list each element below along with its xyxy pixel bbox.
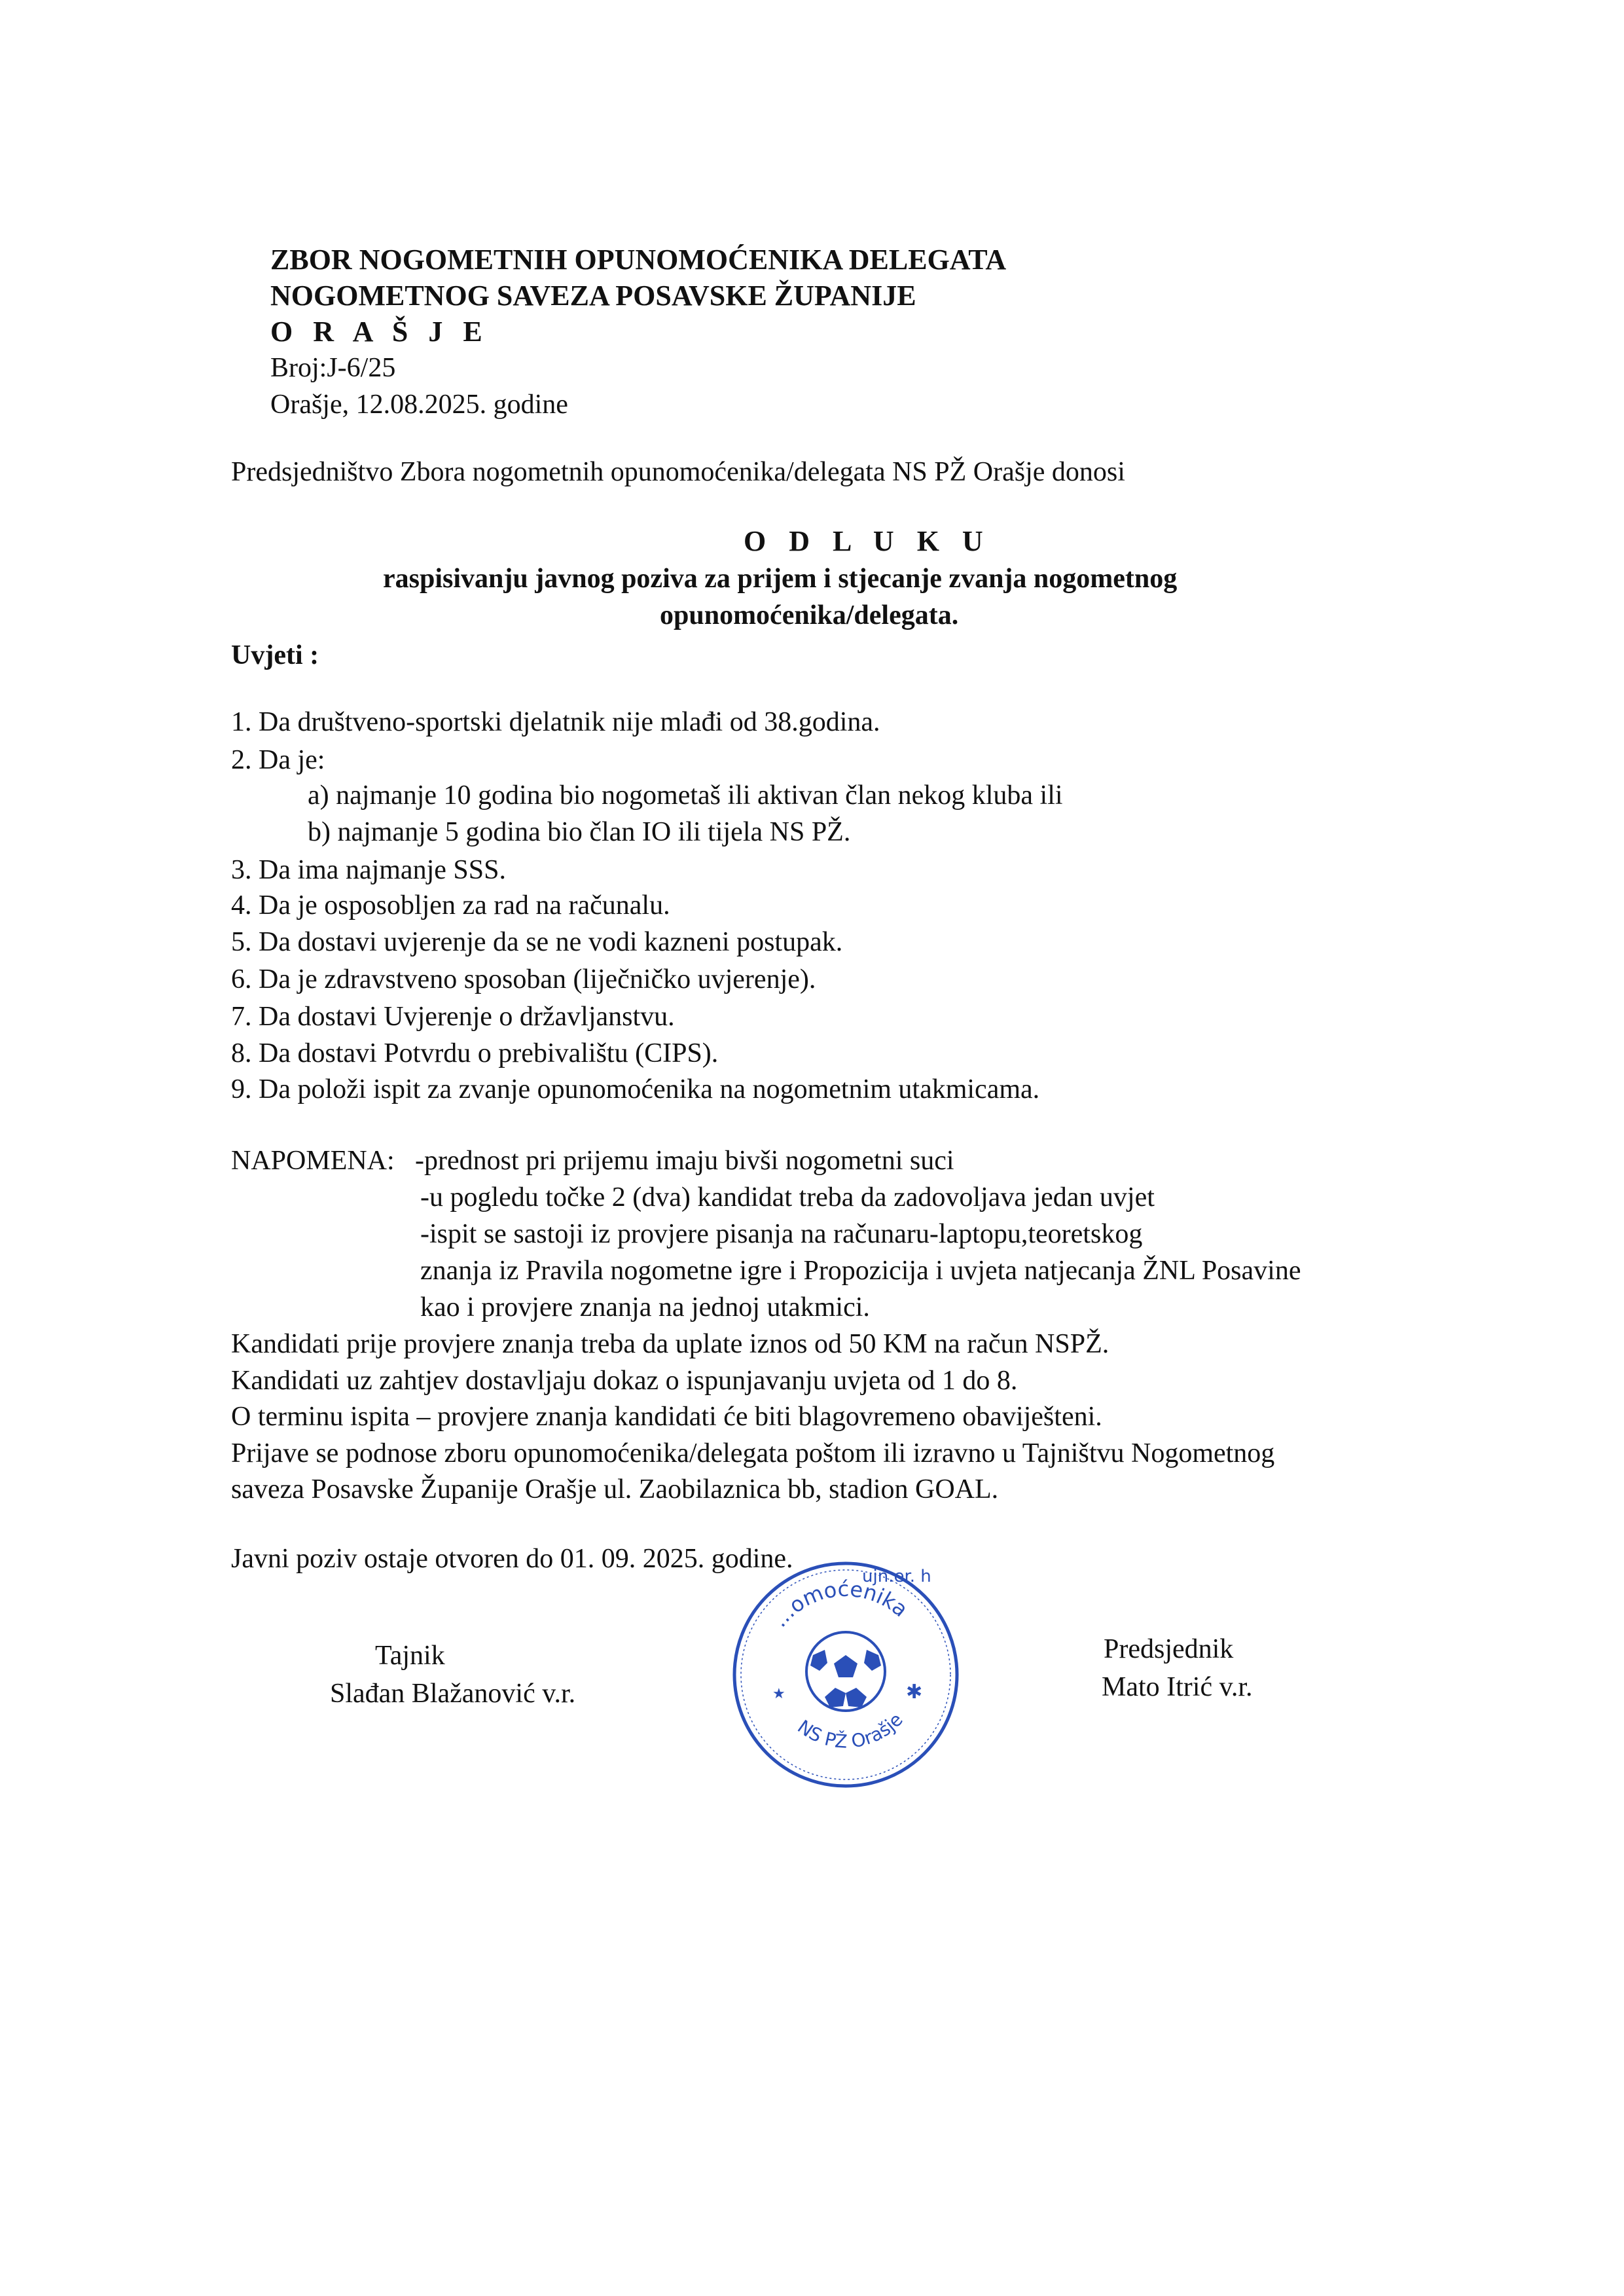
condition-subitem: a) najmanje 10 godina bio nogometaš ili aktivan član nekog kluba ili [308,780,1063,811]
stamp-top-text: ujn.er. h [862,1567,931,1586]
header-city: O R A Š J E [270,316,489,348]
note-line: znanja iz Pravila nogometne igre i Propozicija i uvjeta natjecanja ŽNL Posavine [420,1256,1301,1286]
condition-item: 3. Da ima najmanje SSS. [231,855,506,885]
condition-subitem: b) najmanje 5 godina bio član IO ili tijela NS PŽ. [308,817,851,847]
conditions-label: Uvjeti : [231,640,319,670]
closing-text: Javni poziv ostaje otvoren do 01. 09. 2025. godine. [231,1544,793,1574]
stamp-arc-text: ...omoćenika [767,1576,913,1632]
official-stamp [728,1557,964,1793]
header-org-line1: ZBOR NOGOMETNIH OPUNOMOĆENIKA DELEGATA [270,244,1007,276]
decision-subtitle-line2: opunomoćenika/delegata. [660,600,959,630]
paragraph-line: saveza Posavske Županije Orašje ul. Zaobilaznica bb, stadion GOAL. [231,1474,999,1504]
paragraph-line: Prijave se podnose zboru opunomoćenika/delegata poštom ili izravno u Tajništvu Nogometnog [231,1438,1275,1468]
condition-item: 7. Da dostavi Uvjerenje o državljanstvu. [231,1002,675,1032]
decision-title: O D L U K U [744,525,991,557]
note-line: -u pogledu točke 2 (dva) kandidat treba da zadovoljava jedan uvjet [420,1182,1155,1212]
paragraph-line: Kandidati uz zahtjev dostavljaju dokaz o ispunjavanju uvjeta od 1 do 8. [231,1366,1018,1396]
right-signature-title: Predsjednik [1104,1634,1234,1664]
condition-item: 5. Da dostavi uvjerenje da se ne vodi kazneni postupak. [231,927,843,957]
note-line: -prednost pri prijemu imaju bivši nogometni suci [415,1146,954,1176]
stamp-bottom-text: NS PŽ Orašje [793,1709,907,1753]
left-signature-title: Tajnik [375,1641,445,1671]
document-number: Broj:J-6/25 [270,353,396,383]
condition-item: 6. Da je zdravstveno sposoban (liječničko uvjerenje). [231,964,816,994]
condition-item: 9. Da položi ispit za zvanje opunomoćenika na nogometnim utakmicama. [231,1074,1040,1104]
stamp-star-left-icon: ★ [772,1686,785,1702]
paragraph-line: Kandidati prije provjere znanja treba da uplate iznos od 50 KM na račun NSPŽ. [231,1329,1110,1359]
note-line: -ispit se sastoji iz provjere pisanja na računaru-laptopu,teoretskog [420,1219,1143,1249]
decision-subtitle-line1: raspisivanju javnog poziva za prijem i stjecanje zvanja nogometnog [383,564,1178,594]
right-signature-name: Mato Itrić v.r. [1102,1672,1253,1702]
intro-text: Predsjedništvo Zbora nogometnih opunomoćenika/delegata NS PŽ Orašje donosi [231,457,1125,487]
condition-item: 1. Da društveno-sportski djelatnik nije mlađi od 38.godina. [231,707,880,737]
condition-item: 2. Da je: [231,745,325,775]
soccer-ball-icon [806,1632,885,1711]
stamp-star-right-icon: ✱ [906,1681,923,1704]
note-label: NAPOMENA: [231,1146,395,1176]
document-date: Orašje, 12.08.2025. godine [270,390,568,420]
paragraph-line: O terminu ispita – provjere znanja kandidati će biti blagovremeno obaviješteni. [231,1402,1102,1432]
condition-item: 4. Da je osposobljen za rad na računalu. [231,890,670,920]
header-org-line2: NOGOMETNOG SAVEZA POSAVSKE ŽUPANIJE [270,280,916,312]
condition-item: 8. Da dostavi Potvrdu o prebivalištu (CIPS). [231,1038,719,1068]
note-line: kao i provjere znanja na jednoj utakmici. [420,1292,870,1322]
left-signature-name: Slađan Blažanović v.r. [330,1679,576,1709]
